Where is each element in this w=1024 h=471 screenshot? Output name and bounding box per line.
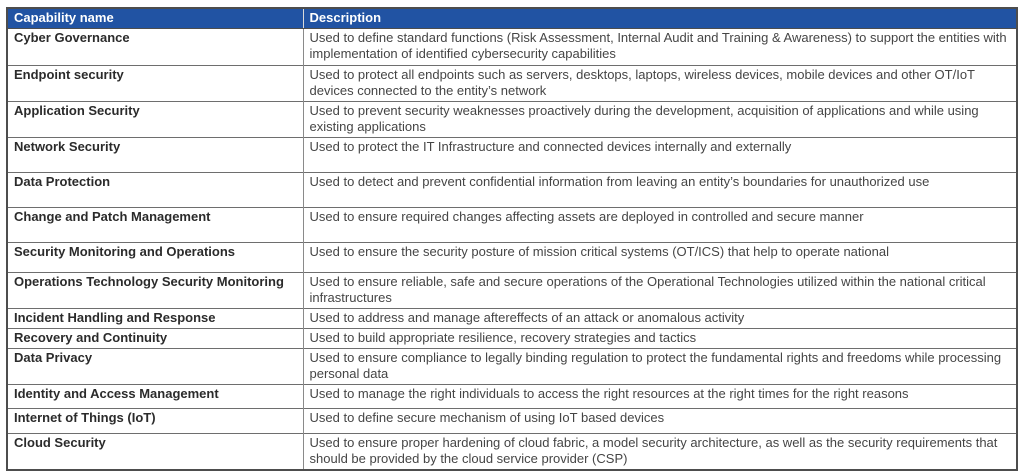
description-cell: Used to ensure the security posture of mission critical systems (OT/ICS) that help to operate national [303,243,1017,273]
capability-cell: Data Privacy [7,349,303,385]
capability-cell: Incident Handling and Response [7,309,303,329]
capability-cell: Identity and Access Management [7,385,303,409]
capability-cell: Network Security [7,138,303,173]
table-row [7,309,1017,329]
capability-cell: Application Security [7,102,303,138]
description-cell: Used to ensure compliance to legally binding regulation to protect the fundamental rights and freedoms while processing personal data [303,349,1017,385]
header-row [7,8,1017,29]
table-row [7,409,1017,434]
capability-cell: Operations Technology Security Monitoring [7,273,303,309]
table-row [7,243,1017,273]
table-row [7,208,1017,243]
description-cell: Used to define secure mechanism of using IoT based devices [303,409,1017,434]
description-cell: Used to ensure required changes affecting assets are deployed in controlled and secure manner [303,208,1017,243]
header-capability-name: Capability name [7,8,303,29]
capability-cell: Change and Patch Management [7,208,303,243]
description-cell: Used to protect all endpoints such as servers, desktops, laptops, wireless devices, mobile devices and other OT/IoT devices connected to the entity’s network [303,66,1017,102]
description-cell: Used to protect the IT Infrastructure and connected devices internally and externally [303,138,1017,173]
description-cell: Used to ensure proper hardening of cloud fabric, a model security architecture, as well as the security requirements that should be provided by the cloud service provider (CSP) [303,434,1017,471]
capability-cell: Cloud Security [7,434,303,471]
table-row [7,434,1017,471]
table-row [7,66,1017,102]
table-row [7,349,1017,385]
capability-cell: Data Protection [7,173,303,208]
table-body [7,29,1017,471]
capability-cell: Cyber Governance [7,29,303,66]
capability-cell: Recovery and Continuity [7,329,303,349]
capability-cell: Internet of Things (IoT) [7,409,303,434]
description-cell: Used to ensure reliable, safe and secure operations of the Operational Technologies utilized within the national critical infrastructures [303,273,1017,309]
description-cell: Used to manage the right individuals to access the right resources at the right times for the right reasons [303,385,1017,409]
table-row [7,329,1017,349]
description-cell: Used to define standard functions (Risk Assessment, Internal Audit and Training & Awareness) to support the entities with implementation of identified cybersecurity capabilities [303,29,1017,66]
header-description: Description [303,8,1017,29]
capability-table-container [6,7,1018,471]
table-row [7,138,1017,173]
table-row [7,385,1017,409]
table-row [7,29,1017,66]
description-cell: Used to build appropriate resilience, recovery strategies and tactics [303,329,1017,349]
table-header [7,8,1017,29]
capability-cell: Security Monitoring and Operations [7,243,303,273]
table-row [7,173,1017,208]
table-row [7,273,1017,309]
description-cell: Used to detect and prevent confidential information from leaving an entity’s boundaries for unauthorized use [303,173,1017,208]
table-row [7,102,1017,138]
description-cell: Used to address and manage aftereffects of an attack or anomalous activity [303,309,1017,329]
description-cell: Used to prevent security weaknesses proactively during the development, acquisition of applications and while using existing applications [303,102,1017,138]
capability-cell: Endpoint security [7,66,303,102]
capability-table [6,7,1018,471]
